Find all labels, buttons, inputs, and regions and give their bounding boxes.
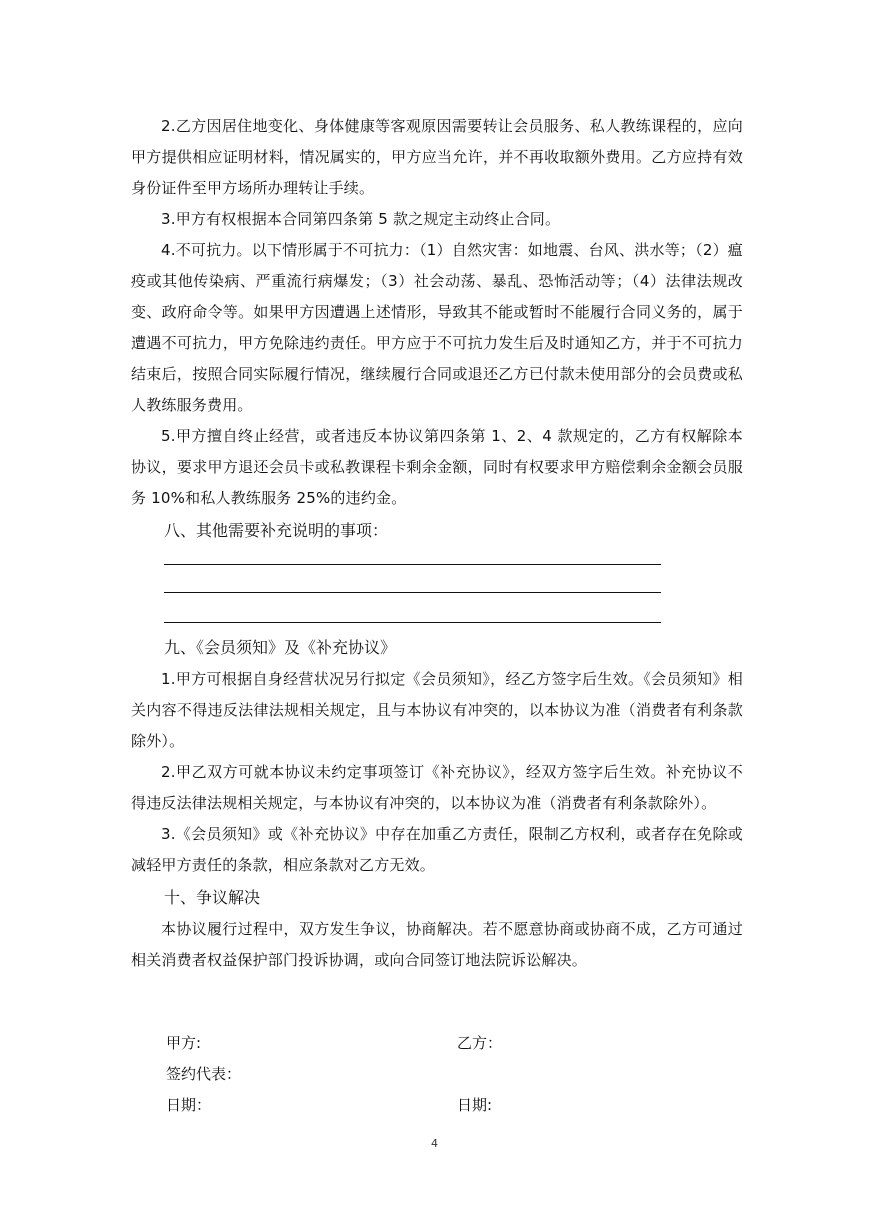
clause-paragraph: 本协议履行过程中，双方发生争议，协商解决。若不愿意协商或协商不成，乙方可通过相关消费者权益保护部门投诉协调，或向合同签订地法院诉讼解决。 — [131, 920, 743, 969]
section-heading: 九、《会员须知》及《补充协议》 — [164, 638, 397, 657]
fill-in-line[interactable] — [164, 592, 661, 593]
fill-in-line[interactable] — [164, 622, 661, 623]
section-heading: 十、争议解决 — [164, 888, 261, 907]
party-a-label: 甲方: — [166, 1034, 202, 1052]
clause-paragraph: 3.《会员须知》或《补充协议》中存在加重乙方责任，限制乙方权利，或者存在免除或减轻甲方责任的条款，相应条款对乙方无效。 — [131, 825, 743, 874]
fill-in-line[interactable] — [164, 564, 661, 565]
clause-paragraph: 1.甲方可根据自身经营状况另行拟定《会员须知》，经乙方签字后生效。《会员须知》相关内容不得违反法律法规相关规定，且与本协议有冲突的，以本协议为准（消费者有利条款除外）。 — [131, 670, 743, 750]
date-b-label: 日期: — [457, 1096, 493, 1114]
section-heading: 八、其他需要补充说明的事项： — [164, 521, 389, 540]
clause-paragraph: 3.甲方有权根据本合同第四条第 5 款之规定主动终止合同。 — [161, 210, 561, 228]
clause-paragraph: 2.乙方因居住地变化、身体健康等客观原因需要转让会员服务、私人教练课程的，应向甲方提供相应证明材料，情况属实的，甲方应当允许，并不再收取额外费用。乙方应持有效身份证件至甲方场所办理转让手续。 — [131, 117, 743, 197]
party-b-label: 乙方： — [457, 1034, 503, 1052]
document-body — [131, 111, 743, 976]
date-a-label: 日期： — [166, 1096, 212, 1114]
clause-paragraph: 5.甲方擅自终止经营，或者违反本协议第四条第 1、2、4 款规定的，乙方有权解除本协议，要求甲方退还会员卡或私教课程卡剩余金额，同时有权要求甲方赔偿剩余金额会员服务 10%和私人教练服务 25%的违约金。 — [131, 427, 743, 507]
representative-label: 签约代表： — [166, 1065, 242, 1083]
page-number: 4 — [431, 1137, 438, 1150]
clause-paragraph: 2.甲乙双方可就本协议未约定事项签订《补充协议》，经双方签字后生效。补充协议不得违反法律法规相关规定，与本协议有冲突的，以本协议为准（消费者有利条款除外）。 — [131, 763, 743, 812]
clause-paragraph: 4.不可抗力。以下情形属于不可抗力：（1）自然灾害：如地震、台风、洪水等；（2）瘟疫或其他传染病、严重流行病爆发；（3）社会动荡、暴乱、恐怖活动等；（4）法律法规改变、政府命令等。如果甲方因遭遇上述情形，导致其不能或暂时不能履行合同义务的，属于遭遇不可抗力，甲方免除违约责任。甲方应于不可抗力发生后及时通知乙方，并于不可抗力结束后，按照合同实际履行情况，继续履行合同或退还乙方已付款未使用部分的会员费或私人教练服务费用。 — [131, 241, 743, 414]
